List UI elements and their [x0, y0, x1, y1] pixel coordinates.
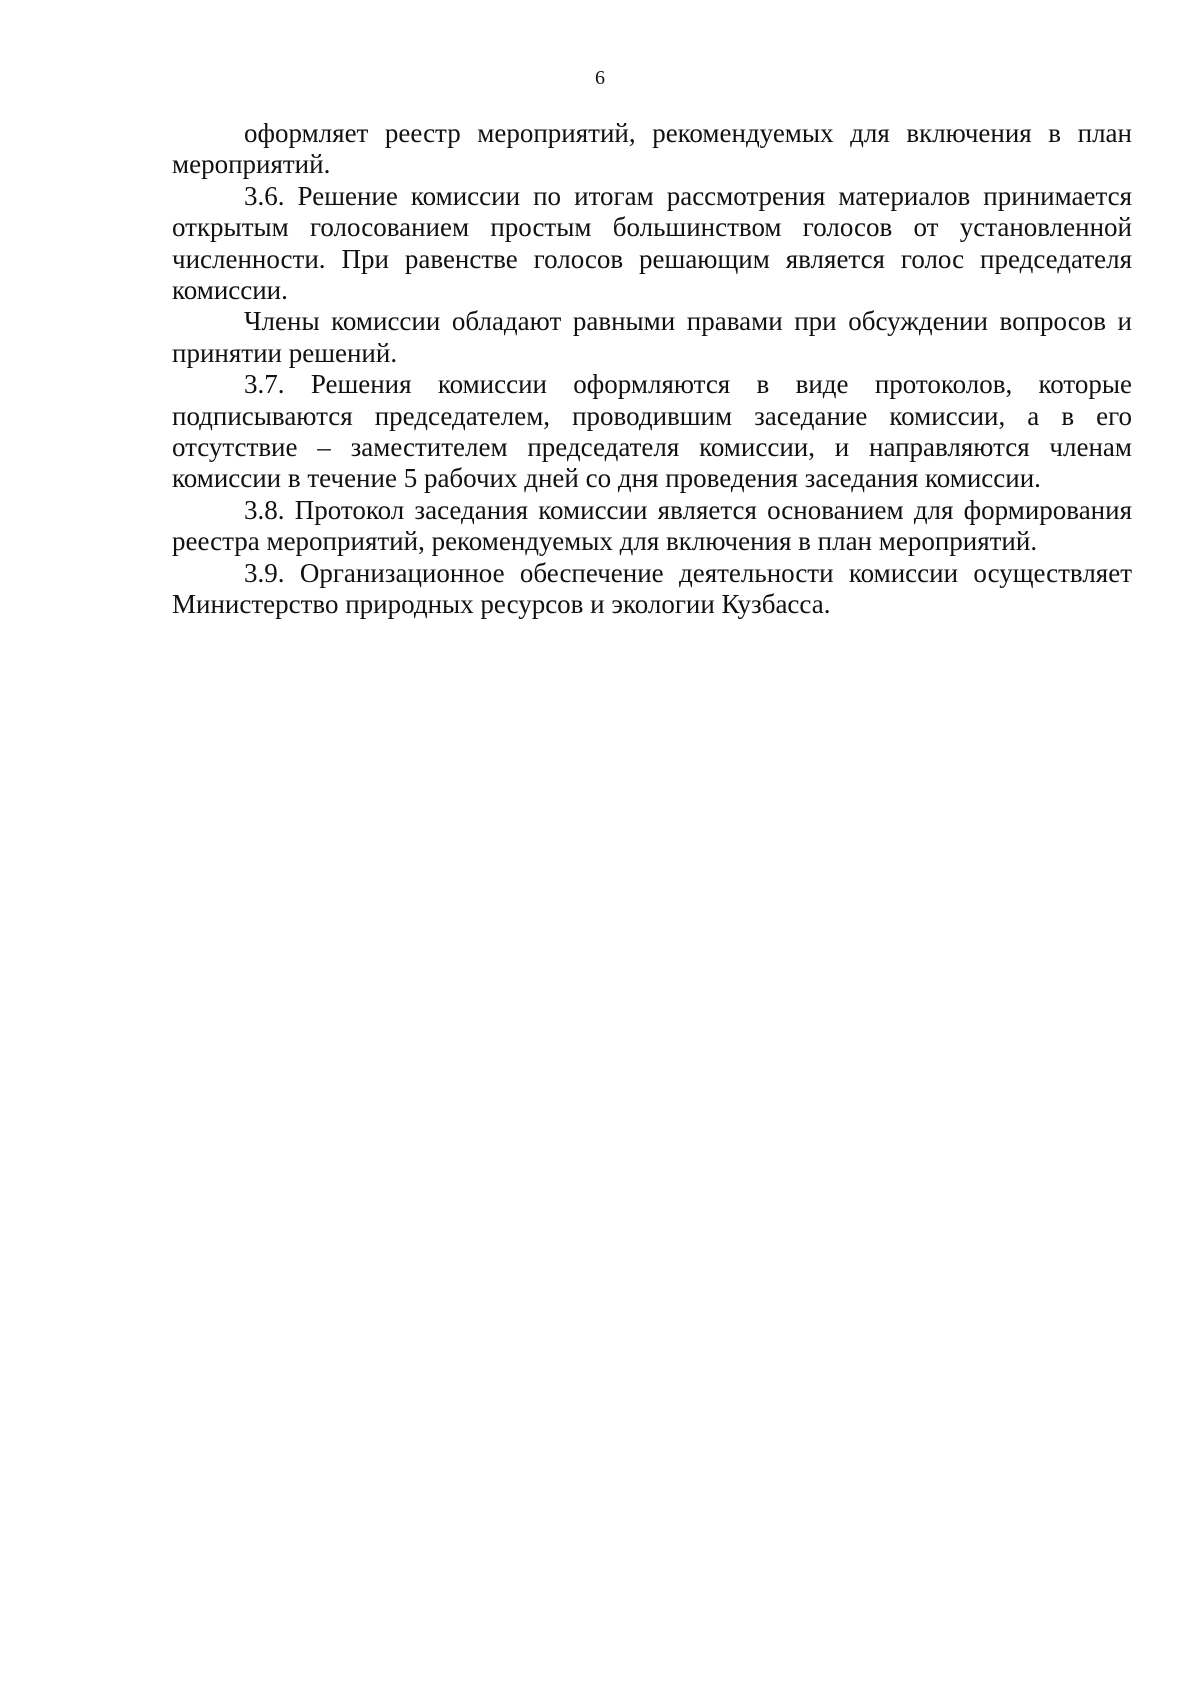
page-number: 6	[595, 67, 605, 89]
paragraph-registry: оформляет реестр мероприятий, рекомендуемых для включения в план мероприятий.	[172, 118, 1132, 180]
paragraph-3-8: 3.8. Протокол заседания комиссии является основанием для формирования реестра мероприятий, рекомендуемых для включения в план мероприятий.	[172, 494, 1132, 557]
paragraph-3-7: 3.7. Решения комиссии оформляются в виде протоколов, которые подписываются председателем, проводившим заседание комиссии, а в его отсутствие – заместителем председателя комиссии, и направляются членам комиссии в течение 5 рабочих дней со дня проведения заседания комиссии.	[172, 369, 1132, 494]
paragraph-3-6: 3.6. Решение комиссии по итогам рассмотрения материалов принимается открытым голосованием простым большинством голосов от установленной численности. При равенстве голосов решающим является голос председателя комиссии.	[172, 180, 1132, 306]
paragraph-3-9: 3.9. Организационное обеспечение деятельности комиссии осуществляет Министерство природных ресурсов и экологии Кузбасса.	[172, 557, 1132, 620]
document-body	[172, 118, 1132, 621]
paragraph-members-rights: Члены комиссии обладают равными правами при обсуждении вопросов и принятии решений.	[172, 306, 1132, 368]
